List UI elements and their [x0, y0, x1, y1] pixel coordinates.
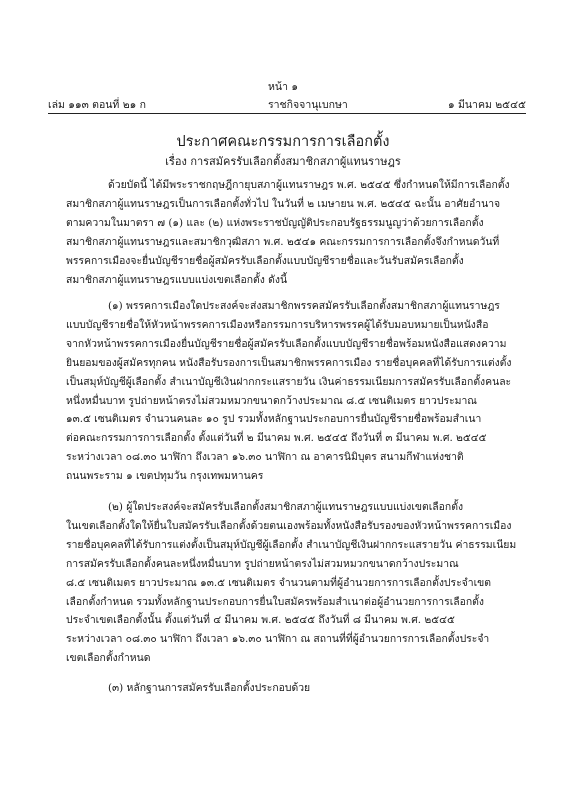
text-line: การสมัครรับเลือกตั้งคนละหนึ่งหมื่นบาท รูปถ่ายหน้าตรงไม่สวมหมวกขนาดกว้างประมาณ — [66, 557, 459, 570]
header-rule — [48, 113, 526, 114]
paragraph-item-3 — [66, 679, 526, 698]
announcement-subject: เรื่อง การสมัครรับเลือกตั้งสมาชิกสภาผู้แทนราษฎร — [165, 155, 401, 168]
text-line: ประจำเขตเลือกตั้งนั้น ตั้งแต่วันที่ ๔ มีนาคม พ.ศ. ๒๕๔๕ ถึงวันที่ ๘ มีนาคม พ.ศ. ๒๕๔๕ — [66, 614, 455, 627]
paragraph-item-1 — [66, 297, 526, 486]
text-line: หนึ่งหมื่นบาท รูปถ่ายหน้าตรงไม่สวมหมวกขนาดกว้างประมาณ ๘.๕ เซนติเมตร ยาวประมาณ — [66, 394, 477, 407]
text-line: ๘.๕ เซนติเมตร ยาวประมาณ ๑๓.๕ เซนติเมตร จำนวนตามที่ผู้อำนวยการการเลือกตั้งประจำเขต — [66, 576, 491, 589]
text-line: รายชื่อบุคคลที่ได้รับการแต่งตั้งเป็นสมุห์บัญชีผู้เลือกตั้ง สำเนาบัญชีเงินฝากกระแสรายวัน ค่าธรรมเนียม — [66, 538, 517, 551]
text-line: เป็นสมุห์บัญชีผู้เลือกตั้ง สำเนาบัญชีเงินฝากกระแสรายวัน เงินค่าธรรมเนียมการสมัครรับเลือกตั้งคนละ — [66, 375, 512, 388]
text-line: ในเขตเลือกตั้งใดให้ยื่นใบสมัครรับเลือกตั้งด้วยตนเองพร้อมทั้งหนังสือรับรองของหัวหน้าพรรคการเมือง — [66, 519, 512, 532]
publication-date: ๑ มีนาคม ๒๕๔๕ — [447, 98, 526, 111]
text-line: จากหัวหน้าพรรคการเมืองยื่นบัญชีรายชื่อผู้สมัครรับเลือกตั้งแบบบัญชีรายชื่อพร้อมหนังสือแสดงความ — [66, 337, 507, 350]
text-line: ถนนพระราม ๑ เขตปทุมวัน กรุงเทพมหานคร — [66, 470, 264, 483]
text-line: พรรคการเมืองจะยื่นบัญชีรายชื่อผู้สมัครรับเลือกตั้งแบบบัญชีรายชื่อและวันรับสมัครเลือกตั้ง — [66, 254, 464, 267]
text-line: แบบบัญชีรายชื่อให้หัวหน้าพรรคการเมืองหรือกรรมการบริหารพรรคผู้ได้รับมอบหมายเป็นหนังสือ — [66, 318, 489, 331]
text-line: (๒) ผู้ใดประสงค์จะสมัครรับเลือกตั้งสมาชิกสภาผู้แทนราษฎรแบบแบ่งเขตเลือกตั้ง — [108, 501, 464, 513]
text-line: ระหว่างเวลา ๐๘.๓๐ นาฬิกา ถึงเวลา ๑๖.๓๐ นาฬิกา ณ สถานที่ที่ผู้อำนวยการการเลือกตั้งประจำ — [66, 633, 490, 646]
gazette-header — [48, 96, 526, 112]
paragraph-intro — [66, 176, 526, 289]
text-line: ต่อคณะกรรมการการเลือกตั้ง ตั้งแต่วันที่ ๒ มีนาคม พ.ศ. ๒๕๔๕ ถึงวันที่ ๓ มีนาคม พ.ศ. ๒๕๔๕ — [66, 432, 487, 445]
text-line: ระหว่างเวลา ๐๘.๓๐ นาฬิกา ถึงเวลา ๑๖.๓๐ นาฬิกา ณ อาคารนิมิบุตร สนามกีฬาแห่งชาติ — [66, 451, 464, 464]
text-line: ยินยอมของผู้สมัครทุกคน หนังสือรับรองการเป็นสมาชิกพรรคการเมือง รายชื่อบุคคลที่ได้รับการแต่งตั้ง — [66, 356, 512, 369]
text-line: ด้วยบัดนี้ ได้มีพระราชกฤษฎีกายุบสภาผู้แทนราษฎร พ.ศ. ๒๕๔๕ ซึ่งกำหนดให้มีการเลือกตั้ง — [108, 179, 510, 191]
announcement-title: ประกาศคณะกรรมการการเลือกตั้ง — [176, 134, 390, 150]
publication-name: ราชกิจจานุเบกษา — [268, 99, 348, 111]
text-line: (๓) หลักฐานการสมัครรับเลือกตั้งประกอบด้วย — [108, 682, 311, 694]
volume-issue: เล่ม ๑๑๓ ตอนที่ ๒๑ ก — [48, 98, 146, 111]
text-line: สมาชิกสภาผู้แทนราษฎรเป็นการเลือกตั้งทั่วไป ในวันที่ ๒ เมษายน พ.ศ. ๒๕๔๕ ฉะนั้น อาศัยอำนาจ — [66, 197, 501, 210]
text-line: เลือกตั้งกำหนด รวมทั้งหลักฐานประกอบการยื่นใบสมัครพร้อมสำเนาต่อผู้อำนวยการการเลือกตั้ง — [66, 595, 484, 608]
text-line: (๑) พรรคการเมืองใดประสงค์จะส่งสมาชิกพรรคสมัครรับเลือกตั้งสมาชิกสภาผู้แทนราษฎร — [108, 300, 500, 312]
text-line: สมาชิกสภาผู้แทนราษฎรและสมาชิกวุฒิสภา พ.ศ. ๒๕๔๑ คณะกรรมการการเลือกตั้งจึงกำหนดวันที่ — [66, 235, 500, 248]
page-number: หน้า ๑ — [268, 81, 298, 93]
text-line: เขตเลือกตั้งกำหนด — [66, 652, 151, 665]
paragraph-item-2 — [66, 498, 526, 668]
text-line: ตามความในมาตรา ๗ (๑) และ (๒) แห่งพระราชบัญญัติประกอบรัฐธรรมนูญว่าด้วยการเลือกตั้ง — [66, 216, 484, 229]
text-line: ๑๓.๕ เซนติเมตร จำนวนคนละ ๑๐ รูป รวมทั้งหลักฐานประกอบการยื่นบัญชีรายชื่อพร้อมสำเนา — [66, 413, 482, 426]
text-line: สมาชิกสภาผู้แทนราษฎรแบบแบ่งเขตเลือกตั้ง ดังนี้ — [66, 273, 288, 286]
